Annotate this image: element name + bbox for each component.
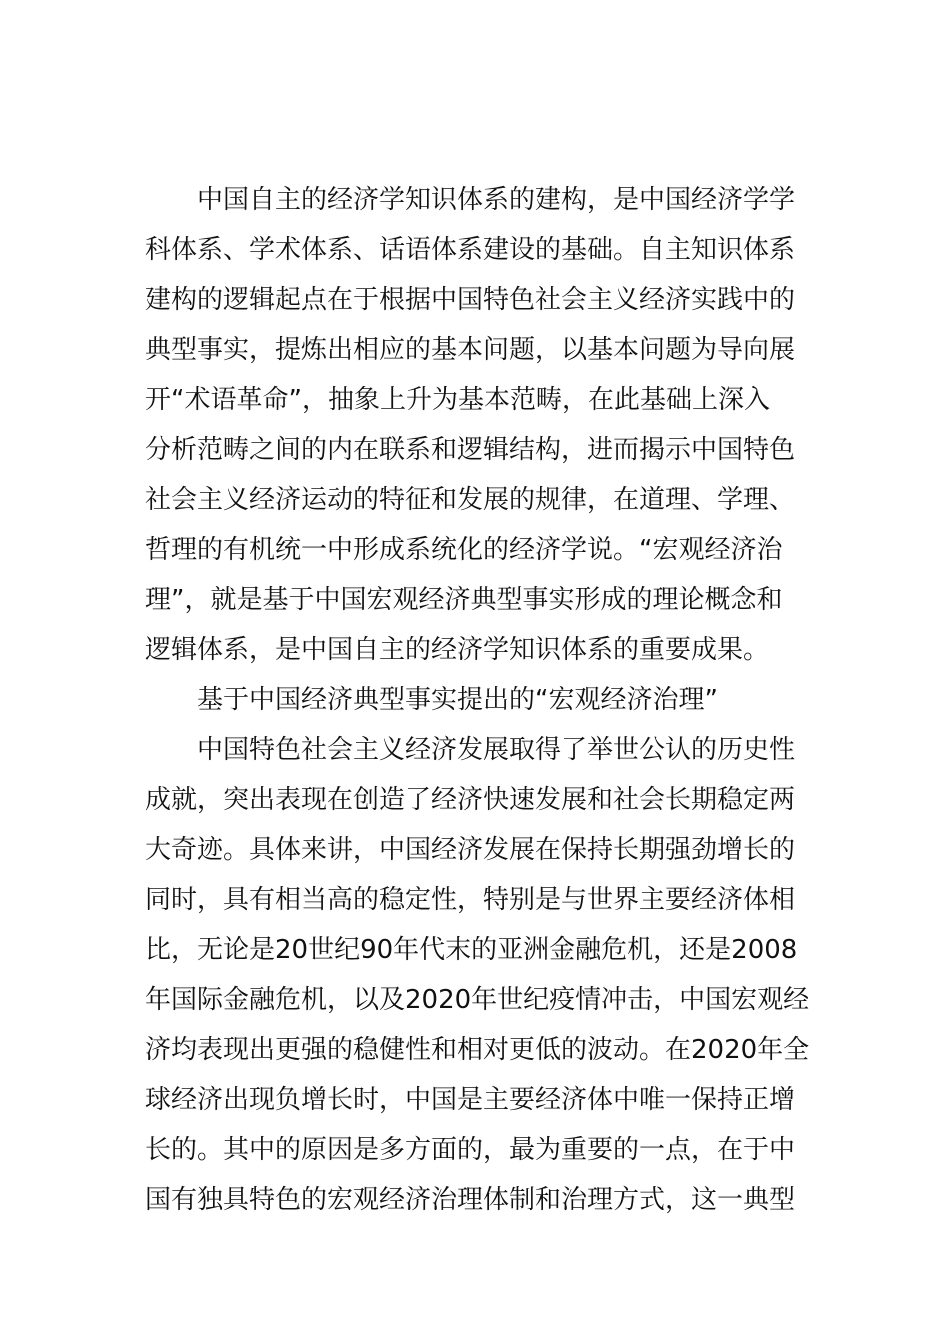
text-line: 分析范畴之间的内在联系和逻辑结构，进而揭示中国特色: [145, 435, 796, 465]
text-line: 球经济出现负增长时，中国是主要经济体中唯一保持正增: [145, 1085, 796, 1115]
text-line: 科体系、学术体系、话语体系建设的基础。自主知识体系: [145, 235, 796, 265]
text-line: 社会主义经济运动的特征和发展的规律，在道理、学理、: [145, 485, 796, 515]
text-line: 中国特色社会主义经济发展取得了举世公认的历史性: [197, 735, 796, 765]
text-line: 中国自主的经济学知识体系的建构，是中国经济学学: [197, 185, 796, 215]
section-heading: 基于中国经济典型事实提出的“宏观经济治理”: [197, 685, 718, 715]
text-line: 哲理的有机统一中形成系统化的经济学说。“宏观经济治: [145, 535, 783, 565]
text-line: 成就，突出表现在创造了经济快速发展和社会长期稳定两: [145, 785, 796, 815]
text-line: 比，无论是20世纪90年代末的亚洲金融危机，还是2008: [145, 935, 798, 965]
text-line: 典型事实，提炼出相应的基本问题，以基本问题为导向展: [145, 335, 796, 365]
text-line: 开“术语革命”，抽象上升为基本范畴，在此基础上深入: [145, 385, 770, 415]
text-line: 建构的逻辑起点在于根据中国特色社会主义经济实践中的: [145, 285, 796, 315]
text-line: 长的。其中的原因是多方面的，最为重要的一点，在于中: [145, 1135, 796, 1165]
text-line: 大奇迹。具体来讲，中国经济发展在保持长期强劲增长的: [145, 835, 796, 865]
text-line: 济均表现出更强的稳健性和相对更低的波动。在2020年全: [145, 1035, 810, 1065]
text-line: 逻辑体系，是中国自主的经济学知识体系的重要成果。: [145, 635, 770, 665]
text-line: 年国际金融危机，以及2020年世纪疫情冲击，中国宏观经: [145, 985, 810, 1015]
text-line: 理”，就是基于中国宏观经济典型事实形成的理论概念和: [145, 585, 783, 615]
text-line: 同时，具有相当高的稳定性，特别是与世界主要经济体相: [145, 885, 796, 915]
text-line: 国有独具特色的宏观经济治理体制和治理方式，这一典型: [145, 1185, 796, 1215]
